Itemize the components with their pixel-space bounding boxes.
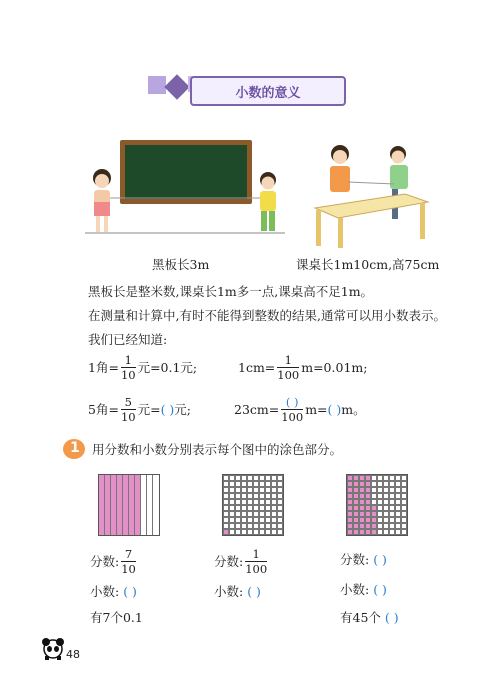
paragraph-2: 在测量和计算中,有时不能得到整数的结果,通常可以用小数表示。 (88, 308, 446, 323)
blackboard-caption: 黑板长3m (152, 257, 210, 272)
hundredth-cell (401, 529, 407, 535)
desk-scene-image (310, 140, 435, 250)
equation-4 (234, 396, 366, 423)
eq1-rhs: 元=0.1元; (137, 359, 198, 375)
col2-decimal (214, 584, 261, 600)
grid-tenths (98, 474, 160, 536)
eq3-numerator: 5 (124, 395, 132, 409)
eq3-mid: 元= (137, 401, 161, 417)
section-title: 小数的意义 (190, 76, 346, 106)
eq3-answer-blank[interactable]: ( ) (160, 401, 175, 417)
equation-2 (238, 354, 367, 381)
eq2-fraction (277, 354, 299, 381)
col3-note (340, 610, 399, 626)
eq2-denominator: 100 (277, 368, 300, 382)
desk-illustration (310, 140, 435, 250)
col3-note-prefix: 有45个 (340, 610, 381, 625)
eq1-numerator: 1 (124, 353, 132, 367)
col2-fraction-label: 分数: (214, 553, 244, 569)
col2-fraction (214, 548, 269, 575)
task-number: 1 (70, 440, 80, 456)
col1-fraction-value (121, 548, 136, 575)
tenth-strip (153, 475, 159, 535)
col1-fraction (90, 548, 138, 575)
col3-fraction (340, 552, 387, 568)
eq4-denominator: 100 (281, 410, 304, 424)
col2-fraction-value (245, 548, 267, 575)
eq4-rhs: m。 (341, 401, 366, 417)
col2-denominator: 100 (245, 562, 268, 576)
task-instruction: 用分数和小数分别表示每个图中的涂色部分。 (92, 442, 343, 457)
grid-hundredths-45 (346, 474, 408, 536)
equation-3 (88, 396, 191, 423)
eq3-fraction (121, 396, 136, 423)
eq3-rhs: 元; (174, 401, 192, 417)
paragraph-1: 黑板长是整米数,课桌长1m多一点,课桌高不足1m。 (88, 284, 374, 299)
col3-decimal-label: 小数: (340, 582, 370, 597)
col2-numerator: 1 (252, 547, 260, 561)
col1-decimal-blank[interactable]: ( ) (123, 584, 137, 599)
col1-fraction-label: 分数: (90, 553, 120, 569)
panda-mascot-icon (40, 636, 66, 660)
paragraph-3: 我们已经知道: (88, 332, 168, 347)
eq2-numerator: 1 (284, 353, 292, 367)
eq4-answer-blank[interactable]: ( ) (327, 401, 342, 417)
blackboard-illustration (80, 136, 290, 248)
page-number: 48 (66, 648, 80, 661)
eq4-fraction (281, 396, 303, 423)
grid-hundredths-1 (222, 474, 284, 536)
col1-decimal (90, 584, 137, 600)
eq3-lhs: 5角= (88, 401, 119, 417)
blackboard-scene-image (80, 136, 290, 248)
eq4-lhs: 23cm= (234, 401, 280, 417)
equation-1 (88, 354, 197, 381)
eq3-denominator: 10 (120, 410, 136, 424)
eq2-rhs: m=0.01m; (301, 359, 368, 375)
col1-note: 有7个0.1 (90, 610, 143, 625)
eq1-fraction (121, 354, 136, 381)
eq2-lhs: 1cm= (238, 359, 276, 375)
eq4-mid: m= (305, 401, 328, 417)
hundredth-cell (277, 529, 283, 535)
eq1-lhs: 1角= (88, 359, 119, 375)
task-number-badge (62, 438, 86, 460)
col2-decimal-blank[interactable]: ( ) (247, 584, 261, 599)
desk-caption: 课桌长1m10cm,高75cm (296, 257, 440, 272)
col1-numerator: 7 (124, 547, 133, 561)
col3-decimal-blank[interactable]: ( ) (373, 582, 387, 597)
eq1-denominator: 10 (120, 368, 136, 382)
col3-fraction-label: 分数: (340, 552, 370, 567)
col3-decimal (340, 582, 387, 598)
col3-note-blank[interactable]: ( ) (384, 610, 399, 625)
col3-fraction-blank[interactable]: ( ) (373, 552, 387, 567)
eq4-numerator-blank[interactable]: ( ) (285, 395, 299, 409)
panda-icon (40, 636, 66, 660)
col1-denominator: 10 (121, 562, 136, 576)
col1-decimal-label: 小数: (90, 584, 120, 599)
col2-decimal-label: 小数: (214, 584, 244, 599)
